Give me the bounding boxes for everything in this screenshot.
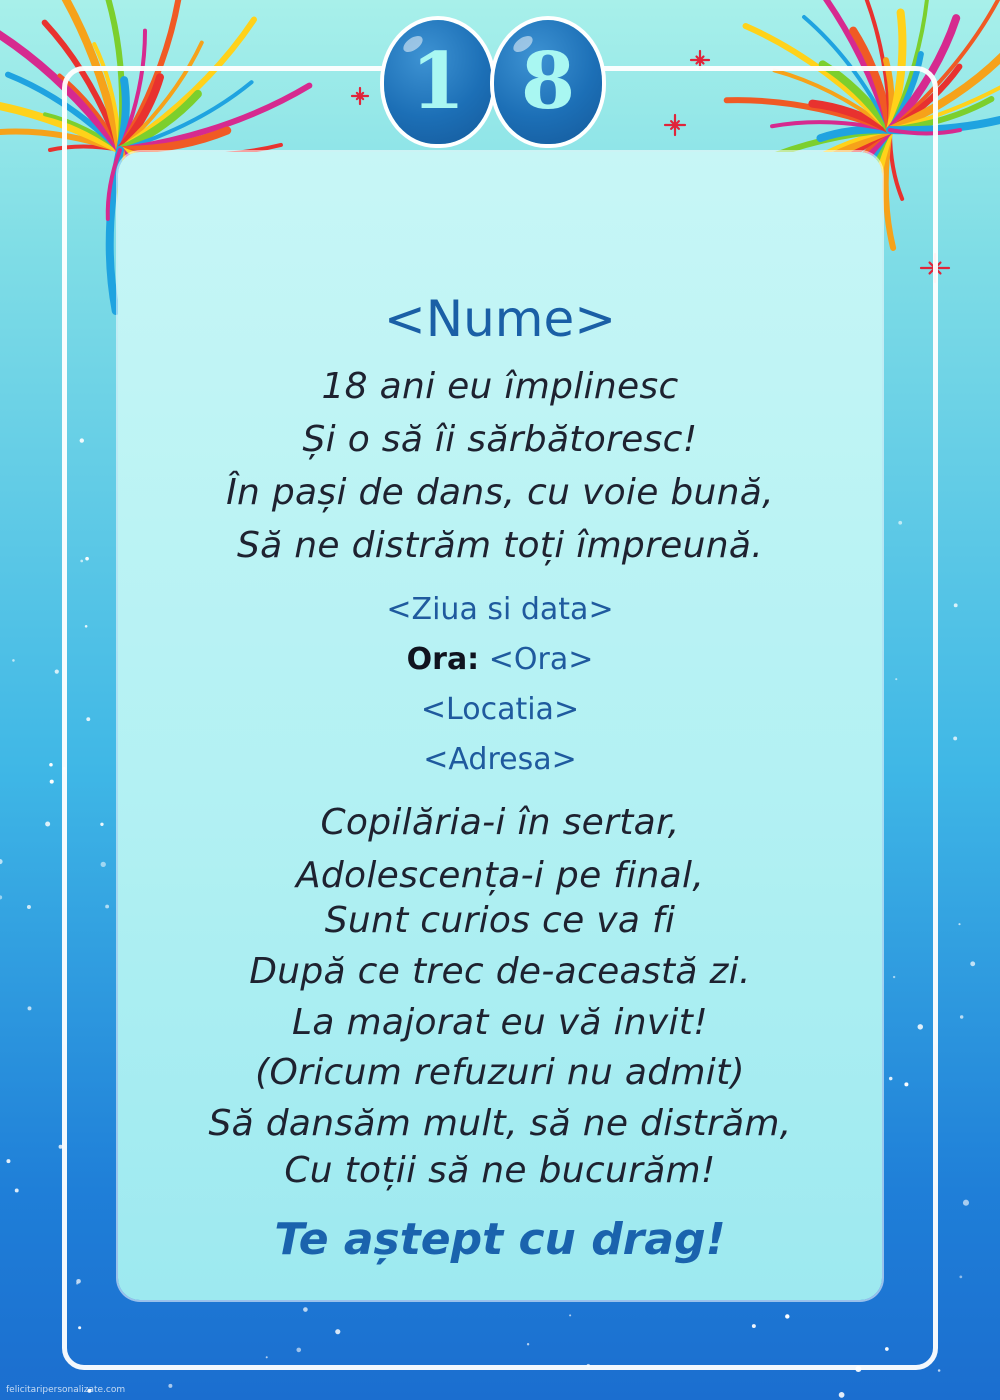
watermark: felicitaripersonalizate.com xyxy=(6,1385,126,1395)
verse-line: Copilăria-i în sertar, xyxy=(320,802,680,843)
time-placeholder: <Ora> xyxy=(488,642,594,677)
address-placeholder: <Adresa> xyxy=(423,742,577,777)
location-placeholder: <Locatia> xyxy=(420,692,580,727)
verse-line: După ce trec de-această zi. xyxy=(249,951,751,992)
name-placeholder: <Nume> xyxy=(383,290,617,348)
date-placeholder: <Ziua si data> xyxy=(386,592,614,627)
verse-line: 18 ani eu împlinesc xyxy=(321,366,679,407)
balloon-digit: 1 xyxy=(410,36,466,127)
balloon-icon xyxy=(384,20,492,144)
verse-line: Cu toții să ne bucurăm! xyxy=(284,1150,716,1191)
verse-line: Adolescența-i pe final, xyxy=(295,855,705,896)
closing-message: Te aștept cu drag! xyxy=(274,1214,726,1265)
verse-line: Și o să îi sărbătoresc! xyxy=(302,419,698,460)
verse-line: La majorat eu vă invit! xyxy=(292,1002,708,1043)
verse-line: În pași de dans, cu voie bună, xyxy=(226,472,774,513)
balloon-digit: 8 xyxy=(520,36,576,127)
time-label: Ora: xyxy=(406,642,480,677)
time-line xyxy=(0,635,1000,685)
verse-line: Sunt curios ce va fi xyxy=(324,900,676,941)
verse-line: Să dansăm mult, să ne distrăm, xyxy=(208,1103,792,1144)
verse-line: Să ne distrăm toți împreună. xyxy=(237,525,763,566)
verse-line: (Oricum refuzuri nu admit) xyxy=(255,1052,745,1093)
balloon-icon xyxy=(494,20,602,144)
